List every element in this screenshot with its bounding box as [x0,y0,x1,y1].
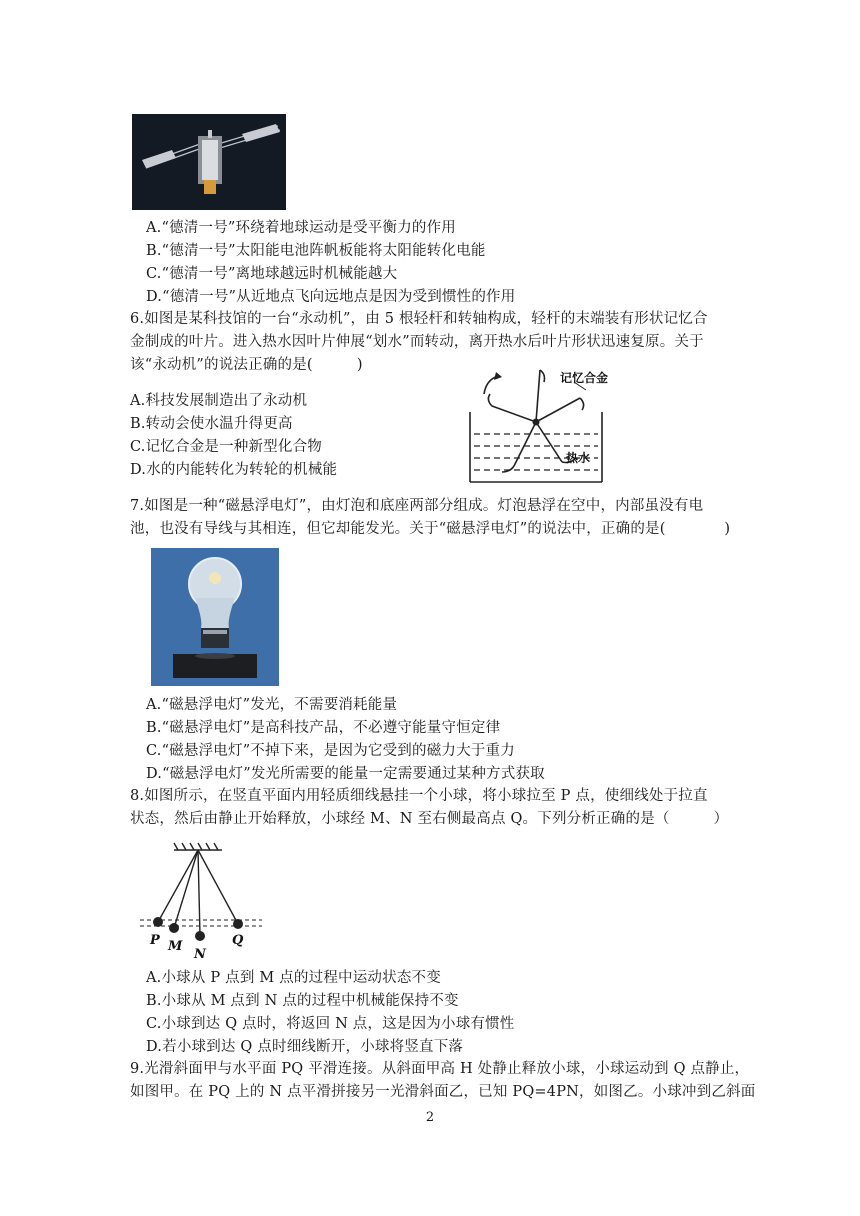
q8-stem-line-1: 8.如图所示，在竖直平面内用轻质细线悬挂一个小球，将小球拉至 P 点，使细线处于拉直 [130,788,708,804]
q7-option-d: D.“磁悬浮电灯”发光所需要的能量一定需要通过某种方式获取 [146,766,545,782]
q8-option-a: A.小球从 P 点到 M 点的过程中运动状态不变 [146,970,441,986]
satellite-image [132,114,286,210]
label-m: M [168,939,183,954]
q6-stem-line-3: 该“永动机”的说法正确的是( ) [130,357,363,373]
q5-option-d: D.“德清一号”从近地点飞向远地点是因为受到惯性的作用 [146,289,516,305]
q8-option-c: C.小球到达 Q 点时，将返回 N 点，这是因为小球有惯性 [146,1016,515,1032]
pendulum-diagram [138,840,268,962]
q7-stem-line-1: 7.如图是一种“磁悬浮电灯”，由灯泡和底座两部分组成。灯泡悬浮在空中，内部虽没有电 [130,498,704,514]
q9-stem-line-2: 如图甲。在 PQ 上的 N 点平滑拼接另一光滑斜面乙，已知 PQ=4PN，如图乙。小球冲到乙斜面 [130,1084,756,1100]
q6-option-a: A.科技发展制造出了永动机 [130,393,308,409]
q7-option-b: B.“磁悬浮电灯”是高科技产品，不必遵守能量守恒定律 [146,720,501,736]
q5-option-a: A.“德清一号”环绕着地球运动是受平衡力的作用 [146,220,457,236]
label-memory-alloy: 记忆合金 [560,371,609,385]
label-q: Q [232,933,244,948]
q6-stem-line-2: 金制成的叶片。进入热水因叶片伸展“划水”而转动，离开热水后叶片形状迅速复原。关于 [130,334,704,350]
q8-option-d: D.若小球到达 Q 点时细线断开，小球将竖直下落 [146,1039,464,1055]
label-p: P [150,933,160,948]
page-number: 2 [425,1110,435,1125]
perpetual-motion-diagram [462,362,612,484]
q7-option-c: C.“磁悬浮电灯”不掉下来，是因为它受到的磁力大于重力 [146,743,515,759]
q5-option-b: B.“德清一号”太阳能电池阵帆板能将太阳能转化电能 [146,243,486,259]
q5-option-c: C.“德清一号”离地球越远时机械能越大 [146,266,398,282]
q8-stem-line-2: 状态，然后由静止开始释放，小球经 M、N 至右侧最高点 Q。下列分析正确的是（ ） [130,811,729,827]
q9-stem-line-1: 9.光滑斜面甲与水平面 PQ 平滑连接。从斜面甲高 H 处静止释放小球，小球运动到 Q 点静止， [130,1061,750,1077]
q6-stem-line-1: 6.如图是某科技馆的一台“永动机”，由 5 根轻杆和转轴构成，轻杆的末端装有形状记忆合 [130,311,708,327]
q7-option-a: A.“磁悬浮电灯”发光，不需要消耗能量 [146,697,398,713]
maglev-lamp-image [151,548,279,686]
q6-option-b: B.转动会使水温升得更高 [130,416,293,432]
q6-option-c: C.记忆合金是一种新型化合物 [130,439,322,455]
label-hot-water: 热水 [566,451,591,465]
q6-option-d: D.水的内能转化为转轮的机械能 [130,462,338,478]
q8-option-b: B.小球从 M 点到 N 点的过程中机械能保持不变 [146,993,459,1009]
q7-stem-line-2: 池，也没有导线与其相连，但它却能发光。关于“磁悬浮电灯”的说法中，正确的是( ) [130,521,731,537]
label-n: N [194,947,206,962]
